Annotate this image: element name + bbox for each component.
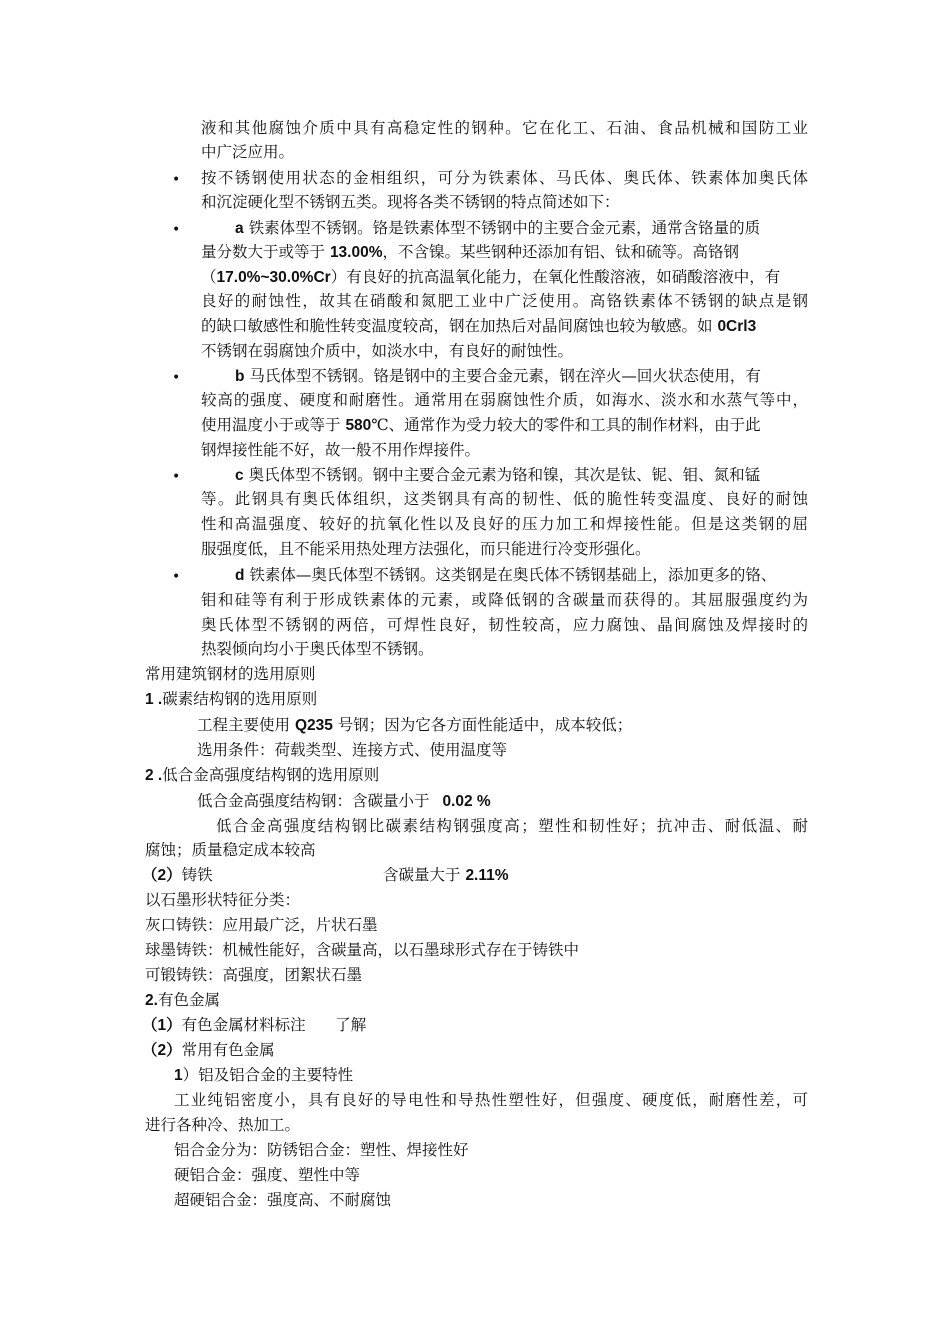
paragraph-line (235, 463, 760, 488)
paragraph-line (201, 240, 739, 265)
text-run: 常用有色金属 (181, 1041, 275, 1059)
section-number: 1 (174, 1067, 183, 1084)
value-text: 2.11% (465, 867, 509, 884)
section-number: 2 . (145, 767, 163, 784)
item-letter: d (235, 567, 245, 584)
section-heading (145, 687, 317, 712)
section-heading: 常用建筑钢材的选用原则 (145, 665, 316, 683)
paragraph-line: 奥氏体型不锈钢的两倍，可焊性良好，韧性较高，应力腐蚀、晶间腐蚀及焊接时的 (201, 616, 808, 634)
paragraph-line: 灰口铸铁：应用最广泛，片状石墨 (145, 916, 378, 934)
paragraph-line: 钢焊接性能不好，故一般不用作焊接件。 (201, 441, 481, 459)
paragraph-line: 超硬铝合金：强度高、不耐腐蚀 (174, 1191, 392, 1209)
paragraph-line: 性和高温强度、较好的抗氧化性以及良好的压力加工和焊接性能。但是这类钢的屈 (201, 515, 808, 533)
value-text: 13.00% (329, 244, 383, 261)
paragraph-line: 进行各种冷、热加工。 (145, 1116, 301, 1134)
paragraph-line: 良好的耐蚀性，故其在硝酸和氮肥工业中广泛使用。高铬铁素体不锈钢的缺点是钢 (201, 292, 808, 310)
text-run: 奥氏体型不锈钢。钢中主要合金元素为铬和镍，其次是钛、铌、钼、氮和锰 (248, 466, 761, 484)
section-heading (145, 988, 220, 1013)
paragraph-line: 低合金高强度结构钢比碳素结构钢强度高；塑性和韧性好；抗冲击、耐低温、耐 (216, 817, 808, 835)
paragraph-line (235, 364, 761, 389)
text-run: ℃、通常作为受力较大的零件和工具的制作材料，由于此 (371, 416, 761, 434)
paragraph-line (235, 216, 808, 241)
paragraph-line: 中广泛应用。 (201, 143, 295, 161)
paragraph-line: 和沉淀硬化型不锈钢五类。现将各类不锈钢的特点简述如下： (201, 193, 620, 211)
paragraph-line: 钼和硅等有利于形成铁素体的元素，或降低钢的含碳量而获得的。其屈服强度约为 (201, 591, 808, 609)
text-run: （ (201, 268, 217, 286)
bullet-icon: • (172, 469, 181, 485)
bullet-icon: • (172, 172, 181, 188)
item-letter: a (235, 220, 244, 237)
section-heading (145, 763, 379, 788)
paragraph-line: 较高的强度、硬度和耐磨性。通常用在弱腐蚀性介质，如海水、淡水和水蒸气等中， (201, 391, 808, 409)
text-run: 量分数大于或等于 (201, 243, 330, 261)
value-text: 0.02 % (442, 793, 491, 810)
text-run: 低合金高强度结构钢的选用原则 (162, 766, 380, 784)
paragraph-line (383, 863, 509, 888)
text-run: 使用温度小于或等于 (201, 416, 346, 434)
paragraph-line: 腐蚀；质量稳定成本较高 (145, 841, 316, 859)
paragraph-line: 液和其他腐蚀介质中具有高稳定性的钢种。它在化工、石油、食品机械和国防工业 (201, 119, 808, 137)
text-run: ）铝及铝合金的主要特性 (182, 1066, 354, 1084)
paragraph-line: 铝合金分为：防锈铝合金：塑性、焊接性好 (174, 1141, 469, 1159)
section-number: （2） (142, 867, 182, 884)
paragraph-line (201, 413, 761, 438)
text-run: 马氏体型不锈钢。铬是钢中的主要合金元素，钢在淬火—回火状态使用，有 (249, 367, 761, 385)
text-run: ，不含镍。某些钢种还添加有铝、钛和硫等。高铬钢 (382, 243, 740, 261)
paragraph-line: 球墨铸铁：机械性能好，含碳量高，以石墨球形式存在于铸铁中 (145, 941, 580, 959)
text-run: 碳素结构钢的选用原则 (162, 690, 318, 708)
section-number: （1） (142, 1017, 182, 1034)
paragraph-line: 可锻铸铁：高强度，团絮状石墨 (145, 966, 363, 984)
paragraph-line (142, 1013, 366, 1038)
text-run: 铁素体型不锈钢。铬是铁素体型不锈钢中的主要合金元素，通常含铬量的质 (248, 219, 761, 237)
section-number: （2） (142, 1042, 182, 1059)
paragraph-line: 以石墨形状特征分类： (145, 891, 301, 909)
paragraph-line: 工业纯铝密度小，具有良好的导电性和导热性塑性好，但强度、硬度低，耐磨性差，可 (174, 1091, 808, 1109)
paragraph-line (174, 1063, 353, 1088)
text-run: 工程主要使用 (197, 716, 295, 734)
paragraph-line (197, 789, 491, 814)
paragraph-line: 选用条件：荷载类型、连接方式、使用温度等 (197, 741, 508, 759)
paragraph-line (201, 314, 756, 339)
section-number: 2. (145, 992, 158, 1009)
text-run: 铁素体—奥氏体型不锈钢。这类钢是在奥氏体不锈钢基础上，添加更多的铬、 (249, 566, 777, 584)
text-run: 低合金高强度结构钢：含碳量小于 (197, 792, 435, 810)
paragraph-line: 不锈钢在弱腐蚀介质中，如淡水中，有良好的耐蚀性。 (201, 342, 574, 360)
paragraph-line (235, 563, 776, 588)
paragraph-line: 按不锈钢使用状态的金相组织，可分为铁素体、马氏体、奥氏体、铁素体加奥氏体 (201, 169, 808, 187)
paragraph-line (197, 713, 632, 738)
text-run: 的缺口敏感性和脆性转变温度较高，钢在加热后对晶间腐蚀也较为敏感。如 (201, 317, 718, 335)
paragraph-line: 硬铝合金：强度、塑性中等 (174, 1166, 361, 1184)
bullet-icon: • (172, 370, 181, 386)
text-run: 铸铁 (181, 866, 213, 884)
text-run: ）有良好的抗高温氧化能力，在氧化性酸溶液，如硝酸溶液中，有 (330, 268, 781, 286)
value-text: 17.0%~30.0%Cr (216, 269, 331, 286)
bullet-icon: • (172, 222, 181, 238)
bullet-icon: • (172, 569, 181, 585)
text-run: 有色金属材料标注 了解 (181, 1016, 367, 1034)
value-text: 0Crl3 (717, 318, 757, 335)
paragraph-line: 服强度低，且不能采用热处理方法强化，而只能进行冷变形强化。 (201, 540, 651, 558)
paragraph-line (201, 265, 780, 290)
paragraph-line (142, 1038, 275, 1063)
value-text: Q235 (294, 717, 333, 734)
section-number: 1 . (145, 691, 163, 708)
text-run: 有色金属 (157, 991, 220, 1009)
item-letter: c (235, 467, 244, 484)
paragraph-line: 等。此钢具有奥氏体组织，这类钢具有高的韧性、低的脆性转变温度、良好的耐蚀 (201, 490, 808, 508)
section-heading (142, 863, 213, 888)
value-text: 580 (345, 417, 372, 434)
item-letter: b (235, 368, 245, 385)
paragraph-line: 热裂倾向均小于奥氏体型不锈钢。 (201, 640, 434, 658)
text-run: 号钢；因为它各方面性能适中，成本较低； (332, 716, 633, 734)
text-run: 含碳量大于 (383, 866, 466, 884)
